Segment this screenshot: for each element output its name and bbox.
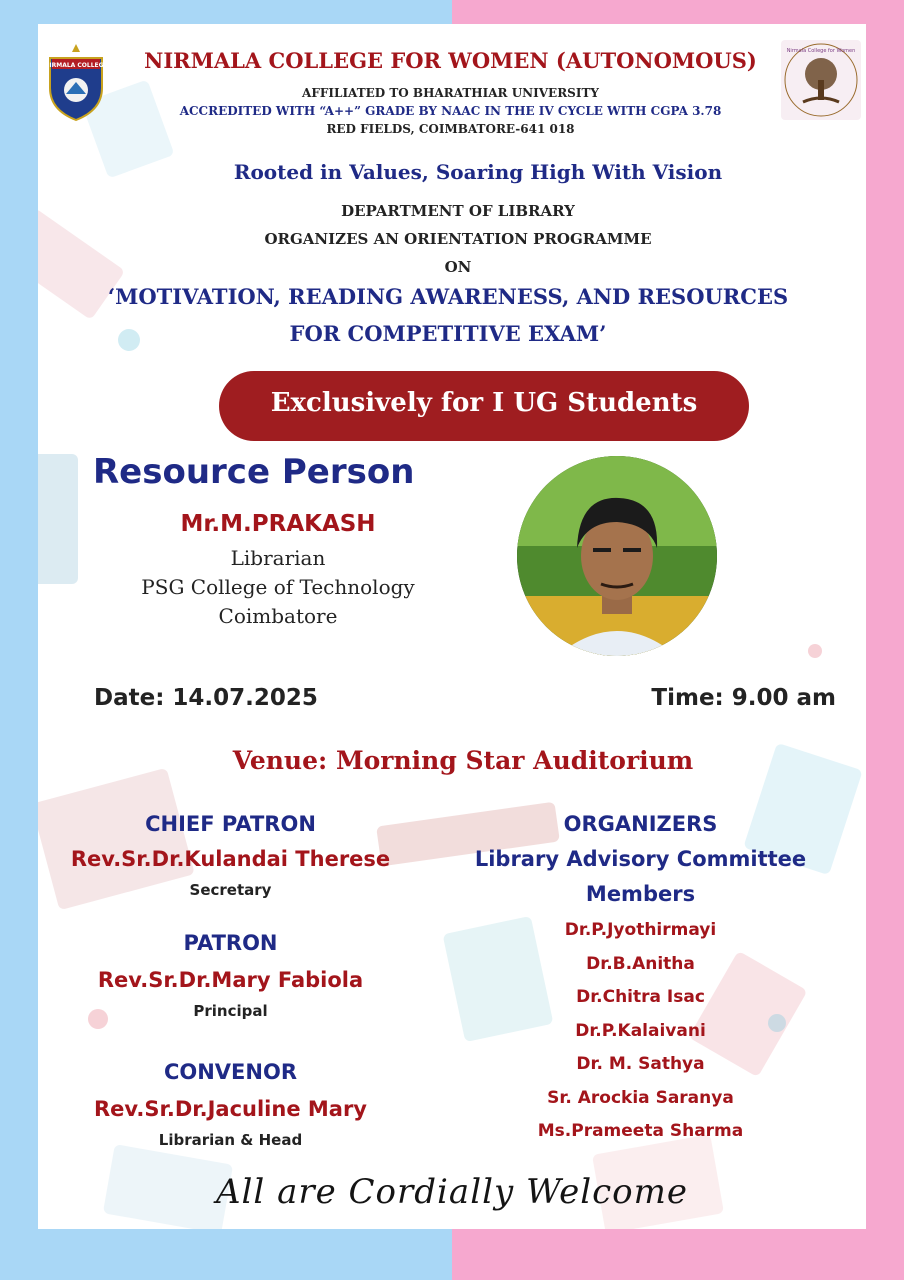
poster-card	[38, 24, 866, 1229]
department-text: DEPARTMENT OF LIBRARY	[341, 202, 575, 220]
member-item: Dr. M. Sathya	[576, 1054, 705, 1074]
organizers-heading: ORGANIZERS	[563, 812, 718, 836]
organizes-text: ORGANIZES AN ORIENTATION PROGRAMME	[264, 230, 652, 248]
chief-patron-name: Rev.Sr.Dr.Kulandai Therese	[70, 847, 391, 871]
event-date: Date: 14.07.2025	[94, 685, 318, 711]
welcome-message: All are Cordially Welcome	[215, 1172, 688, 1212]
event-time: Time: 9.00 am	[651, 685, 836, 711]
address-text: RED FIELDS, COIMBATORE-641 018	[326, 122, 575, 136]
member-item: Dr.B.Anitha	[586, 954, 695, 974]
event-venue: Venue: Morning Star Auditorium	[232, 746, 694, 775]
convenor-heading: CONVENOR	[163, 1060, 298, 1084]
member-item: Dr.P.Jyothirmayi	[564, 920, 717, 940]
college-crest-logo	[46, 44, 106, 122]
resource-person-city: Coimbatore	[218, 604, 338, 628]
committee-name: Library Advisory Committee	[474, 847, 807, 871]
chief-patron-role: Secretary	[189, 881, 272, 899]
chief-patron-heading: CHIEF PATRON	[145, 812, 316, 836]
resource-person-name: Mr.M.PRAKASH	[180, 511, 376, 537]
member-item: Dr.P.Kalaivani	[575, 1021, 706, 1041]
programme-title-line1: ‘MOTIVATION, READING AWARENESS, AND RESOURCES	[107, 284, 789, 309]
department-tree-logo	[781, 40, 861, 120]
motto: Rooted in Values, Soaring High With Vision	[233, 160, 723, 184]
audience-banner-text: Exclusively for I UG Students	[270, 388, 698, 418]
patron-name: Rev.Sr.Dr.Mary Fabiola	[97, 968, 364, 992]
programme-title-line2: FOR COMPETITIVE EXAM’	[289, 321, 607, 346]
resource-person-photo	[517, 456, 717, 656]
patron-role: Principal	[193, 1002, 268, 1020]
convenor-role: Librarian & Head	[158, 1131, 303, 1149]
affiliation-text: AFFILIATED TO BHARATHIAR UNIVERSITY	[302, 86, 599, 100]
member-item: Sr. Arockia Saranya	[547, 1088, 734, 1108]
on-text: ON	[444, 258, 472, 276]
members-heading: Members	[585, 882, 696, 906]
member-item: Dr.Chitra Isac	[576, 987, 705, 1007]
audience-banner	[219, 371, 749, 441]
logo-right-text: Nirmala College for Women	[786, 48, 856, 54]
college-name: NIRMALA COLLEGE FOR WOMEN (AUTONOMOUS)	[144, 48, 757, 73]
resource-person-designation: Librarian	[230, 546, 326, 570]
accreditation-text: ACCREDITED WITH “A++” GRADE BY NAAC IN THE IV CYCLE WITH CGPA 3.78	[179, 104, 722, 118]
convenor-name: Rev.Sr.Dr.Jaculine Mary	[94, 1097, 367, 1121]
logo-left-text: NIRMALA COLLEGE	[46, 62, 106, 69]
dot-decoration	[808, 644, 822, 658]
patron-heading: PATRON	[183, 931, 278, 955]
resource-person-heading: Resource Person	[93, 452, 415, 492]
book-decoration	[38, 454, 78, 584]
resource-person-institution: PSG College of Technology	[141, 575, 415, 599]
member-item: Ms.Prameeta Sharma	[537, 1121, 744, 1141]
